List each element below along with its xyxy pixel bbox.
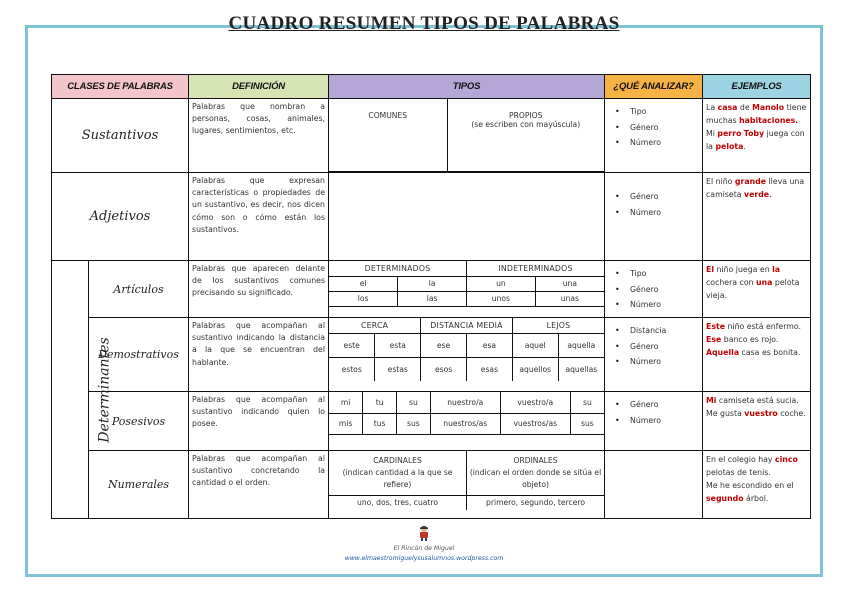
example-text: . <box>769 190 772 199</box>
example <box>703 318 811 392</box>
cell: nuestros/as <box>430 413 500 434</box>
example-text: Me he escondido en el <box>706 481 794 490</box>
cell: su <box>570 392 604 413</box>
analyze-item: • Género <box>615 397 700 413</box>
example-text: coche. <box>777 409 806 418</box>
class-name: Sustantivos <box>52 99 189 173</box>
analyze-item: • Tipo <box>615 104 700 120</box>
example-highlight: Mi <box>706 396 717 405</box>
example-highlight: vuestro <box>744 409 778 418</box>
analyze-item: • Número <box>615 413 700 429</box>
cell: un <box>467 276 536 291</box>
example-text: El niño <box>706 177 735 186</box>
header-clases: CLASES DE PALABRAS <box>52 75 189 99</box>
page-title: CUADRO RESUMEN TIPOS DE PALABRAS <box>228 13 620 34</box>
cell: el <box>329 276 398 291</box>
header-ejemplos: EJEMPLOS <box>703 75 811 99</box>
example-text: . <box>743 142 746 151</box>
class-name: Demostrativos <box>89 318 189 392</box>
example-text: casa es bonita. <box>739 348 801 357</box>
example-text: de <box>737 103 753 112</box>
example-text: pelotas de tenis. <box>706 468 771 477</box>
types-cell <box>329 261 605 318</box>
example-text: Me gusta <box>706 409 745 418</box>
header-tipos: TIPOS <box>329 75 605 99</box>
analyze-list <box>605 261 703 318</box>
class-name: Numerales <box>89 451 189 519</box>
analyze-item: • Género <box>615 282 700 298</box>
footer-author: El Rincón de Miguel <box>393 545 455 552</box>
example-text: Mi <box>706 129 718 138</box>
example <box>703 451 811 519</box>
analyze-list-empty <box>605 451 703 519</box>
cell: la <box>398 276 467 291</box>
type-distancia-media: DISTANCIA MEDIA <box>421 318 513 333</box>
cell: este <box>329 333 375 357</box>
row-demostrativos <box>52 318 811 392</box>
example-highlight: Toby <box>743 129 765 138</box>
cell: las <box>398 291 467 306</box>
cell: uno, dos, tres, cuatro <box>329 495 467 510</box>
example-highlight: habitaciones. <box>739 116 799 125</box>
example-text: niño está enfermo. <box>725 322 802 331</box>
cell: unos <box>467 291 536 306</box>
definition: Palabras que nombran a personas, cosas, animales, lugares, sentimientos, etc. <box>189 99 329 173</box>
header-row <box>52 75 811 99</box>
footer-url-link[interactable]: www.elmaestromiguelysusalumnos.wordpress.com <box>344 555 504 562</box>
example-highlight: casa <box>717 103 738 112</box>
example <box>703 392 811 451</box>
type-indeterminados: INDETERMINADOS <box>467 261 605 276</box>
cell: su <box>397 392 431 413</box>
cell: sus <box>397 413 431 434</box>
type-determinados: DETERMINADOS <box>329 261 467 276</box>
analyze-item: • Género <box>615 120 700 136</box>
cell: vuestros/as <box>500 413 570 434</box>
header-definicion: DEFINICIÓN <box>189 75 329 99</box>
cell: primero, segundo, tercero <box>486 498 585 508</box>
definition: Palabras que aparecen delante de los sustantivos comunes precisando su significado. <box>189 261 329 318</box>
row-posesivos <box>52 392 811 451</box>
cell: mi <box>329 392 363 413</box>
analyze-item: • Género <box>615 339 700 355</box>
cell: los <box>329 291 398 306</box>
analyze-item: • Número <box>615 297 700 313</box>
analyze-item: • Número <box>615 354 700 370</box>
example-highlight: Ese <box>706 335 722 344</box>
type-ordinales: ORDINALES (indican el orden donde se sitúa el objeto) <box>467 451 605 495</box>
types-cell <box>329 451 605 519</box>
class-name: Artículos <box>89 261 189 318</box>
analyze-item: • Número <box>615 205 700 221</box>
example <box>703 99 811 173</box>
cell: mis <box>329 413 363 434</box>
cell: estos <box>329 357 375 381</box>
row-articulos <box>52 261 811 318</box>
example-highlight: Aquella <box>706 348 740 357</box>
types-cell <box>329 392 605 451</box>
types-cell <box>329 99 605 173</box>
cell: aquel <box>512 333 558 357</box>
row-adjetivos <box>52 173 811 261</box>
cell: aquellas <box>565 364 598 374</box>
header-analizar: ¿QUÉ ANALIZAR? <box>605 75 703 99</box>
row-numerales <box>52 451 811 519</box>
example <box>703 173 811 261</box>
example-text: juega con la <box>706 129 805 151</box>
cell: esta <box>375 333 421 357</box>
analyze-list <box>605 318 703 392</box>
example-highlight: una <box>756 278 773 287</box>
example-highlight: verde <box>744 190 770 199</box>
cell: ese <box>421 333 467 357</box>
example-highlight: Este <box>706 322 725 331</box>
analyze-item: • Tipo <box>615 266 700 282</box>
example-highlight: perro <box>717 129 742 138</box>
type-propios: PROPIOS (se escriben con mayúscula) <box>447 99 604 172</box>
cell: aquellos <box>512 357 558 381</box>
cell: esa <box>467 333 513 357</box>
class-name: Posesivos <box>89 392 189 451</box>
cell: unas <box>535 291 604 306</box>
type-cardinales: CARDINALES (indican cantidad a la que se refiere) <box>329 451 467 495</box>
example-highlight: la <box>772 265 781 274</box>
type-lejos: LEJOS <box>512 318 604 333</box>
row-sustantivos <box>52 99 811 173</box>
group-determinantes: Determinantes <box>52 261 89 519</box>
types-cell <box>329 318 605 392</box>
analyze-list <box>605 99 703 173</box>
cell: esos <box>421 357 467 381</box>
types-cell-empty <box>329 173 605 261</box>
definition: Palabras que acompañan al sustantivo indicando quien lo posee. <box>189 392 329 451</box>
example-text: pelota vieja. <box>706 278 800 300</box>
analyze-list <box>605 392 703 451</box>
class-name: Adjetivos <box>52 173 189 261</box>
example-text: camiseta está sucia. <box>716 396 799 405</box>
example-text: En el colegio hay <box>706 455 775 464</box>
definition: Palabras que acompañan al sustantivo indicando la distancia a la que se encuentran del hablante. <box>189 318 329 392</box>
cell: nuestro/a <box>430 392 500 413</box>
cell: vuestro/a <box>500 392 570 413</box>
example-highlight: pelota <box>715 142 744 151</box>
example-text: árbol. <box>743 494 769 503</box>
example-text: tiene muchas <box>706 103 807 125</box>
example-highlight: El <box>706 265 715 274</box>
example-highlight: grande <box>734 177 766 186</box>
type-cerca: CERCA <box>329 318 421 333</box>
example-highlight: Manolo <box>752 103 785 112</box>
example-highlight: segundo <box>706 494 744 503</box>
definition: Palabras que expresan características o propiedades de un sustantivo, es decir, nos dicen cómo son o cómo están los sustantivos. <box>189 173 329 261</box>
cell: aquella <box>558 333 604 357</box>
example-text: cochera con <box>706 278 757 287</box>
cell: tu <box>363 392 397 413</box>
type-comunes: COMUNES <box>329 99 447 172</box>
cell: estas <box>375 357 421 381</box>
analyze-item: • Número <box>615 135 700 151</box>
analyze-list <box>605 173 703 261</box>
example <box>703 261 811 318</box>
cell: sus <box>570 413 604 434</box>
author-logo-icon <box>418 525 430 541</box>
example-highlight: cinco <box>775 455 798 464</box>
summary-table <box>51 74 811 519</box>
cell: una <box>535 276 604 291</box>
example-text: niño juega en <box>714 265 773 274</box>
definition: Palabras que acompañan al sustantivo concretando la cantidad o el orden. <box>189 451 329 519</box>
example-text: lleva una camiseta <box>706 177 805 199</box>
analyze-item: • Distancia <box>615 323 700 339</box>
cell: esas <box>467 357 513 381</box>
analyze-item: • Género <box>615 189 700 205</box>
example-text: banco es rojo. <box>721 335 779 344</box>
cell: tus <box>363 413 397 434</box>
example-text: La <box>706 103 718 112</box>
